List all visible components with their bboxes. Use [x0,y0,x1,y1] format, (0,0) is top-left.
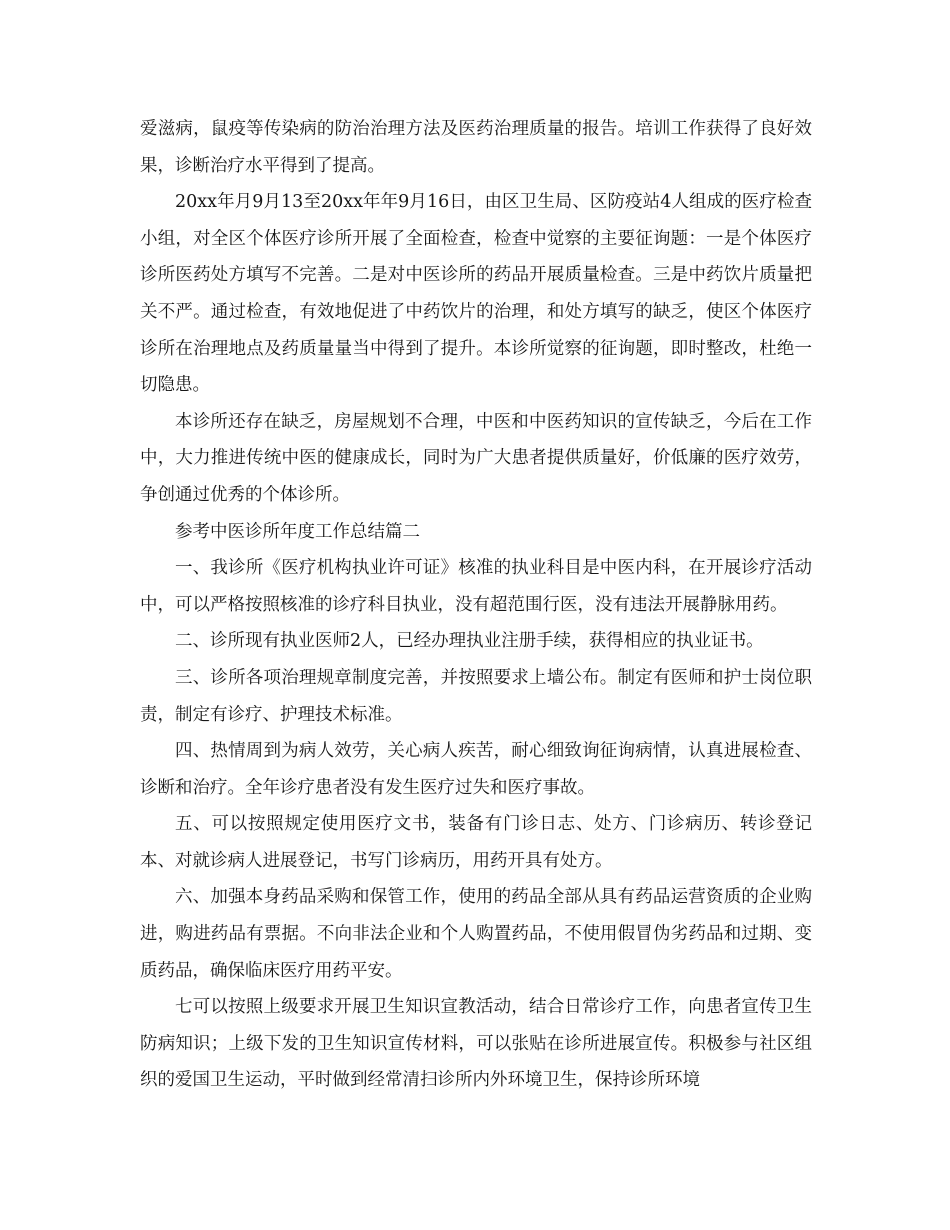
document-body [140,111,812,1099]
paragraph-item-7: 七可以按照上级要求开展卫生知识宣教活动，结合日常诊疗工作，向患者宣传卫生防病知识；上级下发的卫生知识宣传材料，可以张贴在诊所进展宣传。积极参与社区组织的爱国卫生运动，平时做到经常清扫诊所内外环境卫生，保持诊所环境 [140,997,812,1091]
paragraph-continuation: 爱滋病，鼠疫等传染病的防治治理方法及医药治理质量的报告。培训工作获得了良好效果，诊断治疗水平得到了提高。 [140,119,812,176]
paragraph-item-2: 二、诊所现有执业医师2人，已经办理执业注册手续，获得相应的执业证书。 [175,631,764,652]
paragraph-shortcomings: 本诊所还存在缺乏，房屋规划不合理，中医和中医药知识的宣传缺乏，今后在工作中，大力推进传统中医的健康成长，同时为广大患者提供质量好，价低廉的医疗效劳，争创通过优秀的个体诊所。 [140,411,812,505]
paragraph-inspection: 20xx年月9月13至20xx年年9月16日，由区卫生局、区防疫站4人组成的医疗检查小组，对全区个体医疗诊所开展了全面检查，检查中觉察的主要征询题：一是个体医疗诊所医药处方填写不完善。二是对中医诊所的药品开展质量检查。三是中药饮片质量把关不严。通过检查，有效地促进了中药饮片的治理，和处方填写的缺乏，使区个体医疗诊所在治理地点及药质量量当中得到了提升。本诊所觉察的征询题，即时整改，杜绝一切隐患。 [140,192,812,396]
paragraph-item-3: 三、诊所各项治理规章制度完善，并按照要求上墙公布。制定有医师和护士岗位职责，制定有诊疗、护理技术标准。 [140,667,812,725]
paragraph-item-5: 五、可以按照规定使用医疗文书，装备有门诊日志、处方、门诊病历、转诊登记本、对就诊病人进展登记，书写门诊病历，用药开具有处方。 [140,814,812,871]
section-heading: 参考中医诊所年度工作总结篇二 [175,521,420,542]
paragraph-item-4: 四、热情周到为病人效劳，关心病人疾苦，耐心细致询征询病情，认真进展检查、诊断和治疗。全年诊疗患者没有发生医疗过失和医疗事故。 [140,741,812,798]
paragraph-item-1: 一、我诊所《医疗机构执业许可证》核准的执业科目是中医内科，在开展诊疗活动中，可以严格按照核准的诊疗科目执业，没有超范围行医，没有违法开展静脉用药。 [140,558,812,615]
paragraph-item-6: 六、加强本身药品采购和保管工作，使用的药品全部从具有药品运营资质的企业购进，购进药品有票据。不向非法企业和个人购置药品，不使用假冒伪劣药品和过期、变质药品，确保临床医疗用药平安。 [140,887,812,981]
